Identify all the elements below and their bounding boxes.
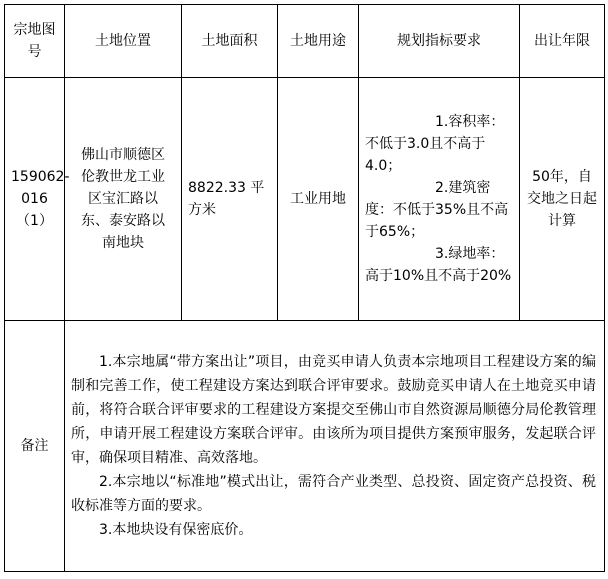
- parcel-no-line: （1）: [16, 213, 53, 229]
- cell-use: 工业用地: [278, 78, 359, 321]
- header-use: 土地用途: [278, 5, 359, 78]
- cell-planning: [359, 78, 520, 321]
- cell-parcel-no: [5, 78, 70, 321]
- cell-location: 佛山市顺德区伦教世龙工业区宝汇路以东、泰安路以南地块: [65, 78, 182, 321]
- remarks-label: 备注: [5, 321, 65, 572]
- planning-item: 3.绿地率：高于10%且不高于20%: [365, 246, 512, 284]
- planning-item: 2.建筑密度：不低于35%且不高于65%；: [365, 180, 509, 240]
- remarks-paragraph: 1.本宗地属“带方案出让”项目，由竞买申请人负责本宗地项目工程建设方案的编制和完善工作，使工程建设方案达到联合评审要求。鼓励竞买申请人在土地竞买申请前，将符合联合评审要求的工程建设方案提交至佛山市自然资源局顺德分局伦教管理所，申请开展工程建设方案联合评审。由该所为项目提供方案预审服务，发起联合评审，确保项目精准、高效落地。: [71, 354, 596, 466]
- table-header-row: [5, 5, 605, 78]
- remarks-content: [65, 321, 605, 572]
- remarks-paragraph: 3.本地块设有保密底价。: [99, 522, 253, 538]
- header-location: 土地位置: [65, 5, 182, 78]
- remarks-row: [5, 321, 605, 572]
- land-parcel-table: [4, 4, 605, 572]
- parcel-no-line: 159062-: [11, 169, 70, 185]
- header-parcel-no: 宗地图号: [5, 5, 65, 78]
- cell-term: 50年，自交地之日起计算: [520, 78, 605, 321]
- header-term: 出让年限: [520, 5, 605, 78]
- header-area: 土地面积: [182, 5, 278, 78]
- remarks-paragraph: 2.本宗地以“标准地”模式出让，需符合产业类型、总投资、固定资产总投资、税收标准等方面的要求。: [71, 474, 596, 514]
- table-row: [5, 78, 605, 321]
- header-planning: 规划指标要求: [359, 5, 520, 78]
- planning-item: 1.容积率：不低于3.0且不高于4.0；: [365, 114, 505, 174]
- parcel-no-line: 016: [21, 191, 48, 207]
- cell-area: 8822.33 平方米: [182, 78, 278, 321]
